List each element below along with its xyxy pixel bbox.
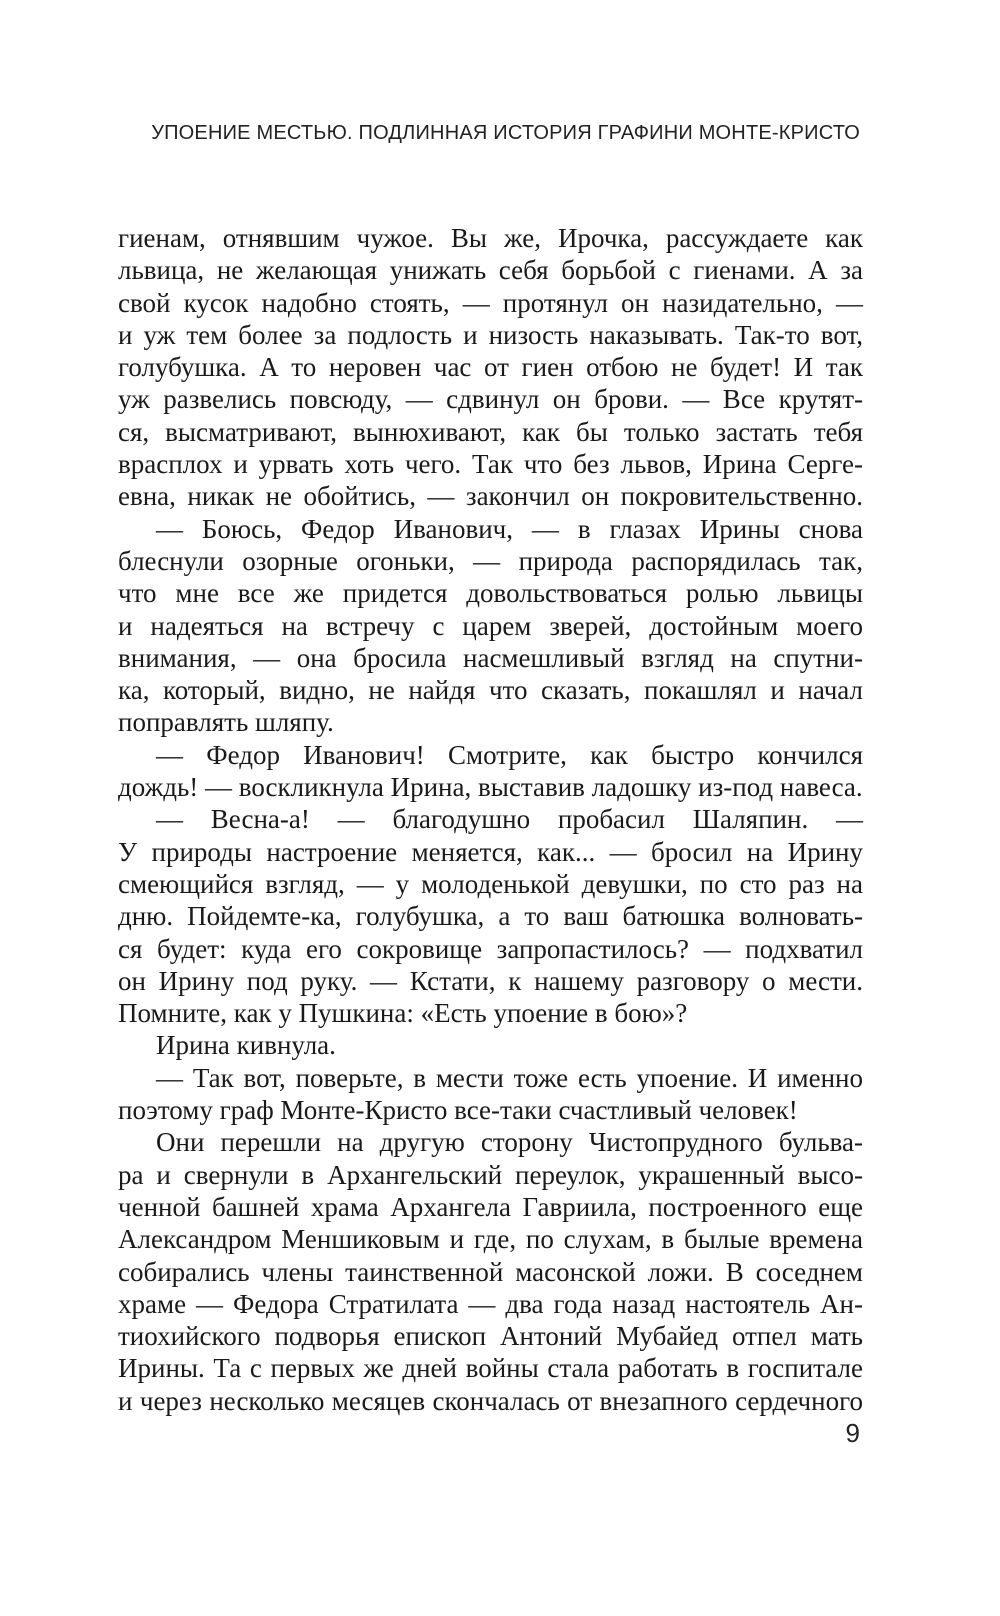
text-line: поправлять шляпу.: [118, 707, 334, 738]
text-line: собирались члены таинственной масонской ложи. В соседнем: [118, 1256, 863, 1287]
text-line: — Так вот, поверьте, в мести тоже есть упоение. И именно: [156, 1062, 863, 1093]
text-line: — Федор Иванович! Смотрите, как быстро кончился: [156, 739, 863, 770]
text-line: и уж тем более за подлость и низость наказывать. Так-то вот,: [118, 319, 863, 350]
text-line: У природы настроение меняется, как... — бросил на Ирину: [118, 836, 863, 867]
text-line: — Боюсь, Федор Иванович, — в глазах Ирины снова: [156, 513, 863, 544]
text-line: голубушка. А то неровен час от гиен отбою не будет! И так: [118, 352, 863, 383]
text-line: Они перешли на другую сторону Чистопрудного бульва-: [156, 1127, 863, 1158]
text-line: внимания, — она бросила насмешливый взгляд на спутни-: [118, 642, 863, 673]
text-line: он Ирину под руку. — Кстати, к нашему разговору о мести.: [118, 965, 863, 996]
text-line: и через несколько месяцев скончалась от внезапного сердечного: [118, 1385, 863, 1416]
text-line: блеснули озорные огоньки, — природа распорядилась так,: [118, 545, 863, 576]
text-line: Ирины. Та с первых же дней войны стала работать в госпитале: [118, 1353, 863, 1384]
text-line: ся будет: куда его сокровище запропастилось? — подхватил: [118, 933, 863, 964]
text-line: тиохийского подворья епископ Антоний Мубайед отпел мать: [118, 1321, 863, 1352]
running-header: УПОЕНИЕ МЕСТЬЮ. ПОДЛИННАЯ ИСТОРИЯ ГРАФИНИ МОНТЕ-КРИСТО: [151, 122, 860, 144]
text-line: Ирина кивнула.: [156, 1030, 336, 1061]
text-line: ка, который, видно, не найдя что сказать, покашлял и начал: [118, 675, 863, 706]
text-line: — Весна-а! — благодушно пробасил Шаляпин. —: [156, 804, 863, 835]
text-line: храме — Федора Стратилата — два года назад настоятель Ан-: [118, 1288, 863, 1319]
text-line: ра и свернули в Архангельский переулок, украшенный высо-: [118, 1159, 863, 1190]
body-text: [118, 222, 863, 1417]
text-line: врасплох и урвать хоть чего. Так что без львов, Ирина Серге-: [118, 449, 863, 480]
text-line: и надеяться на встречу с царем зверей, достойным моего: [118, 610, 863, 641]
text-line: что мне все же придется довольствоваться ролью львицы: [118, 578, 863, 609]
text-line: поэтому граф Монте-Кристо все-таки счастливый человек!: [118, 1095, 798, 1126]
text-line: свой кусок надобно стоять, — протянул он назидательно, —: [118, 287, 863, 318]
page-number: 9: [845, 1418, 860, 1448]
text-line: гиенам, отнявшим чужое. Вы же, Ирочка, рассуждаете как: [118, 223, 863, 253]
text-line: ченной башней храма Архангела Гавриила, построенного еще: [118, 1191, 863, 1222]
text-line: дню. Пойдемте-ка, голубушка, а то ваш батюшка волновать-: [118, 901, 863, 932]
text-line: ся, высматривают, вынюхивают, как бы только застать тебя: [118, 416, 863, 447]
text-line: дождь! — воскликнула Ирина, выставив ладошку из-под навеса.: [118, 772, 863, 803]
text-line: евна, никак не обойтись, — закончил он покровительственно.: [118, 481, 863, 512]
text-line: Помните, как у Пушкина: «Есть упоение в бою»?: [118, 998, 688, 1029]
text-line: Александром Меншиковым и где, по слухам, в былые времена: [118, 1224, 863, 1255]
text-line: львица, не желающая унижать себя борьбой с гиенами. А за: [118, 255, 863, 286]
text-line: смеющийся взгляд, — у молоденькой девушки, по сто раз на: [118, 868, 863, 899]
text-line: уж развелись повсюду, — сдвинул он брови. — Все крутят-: [118, 384, 863, 415]
